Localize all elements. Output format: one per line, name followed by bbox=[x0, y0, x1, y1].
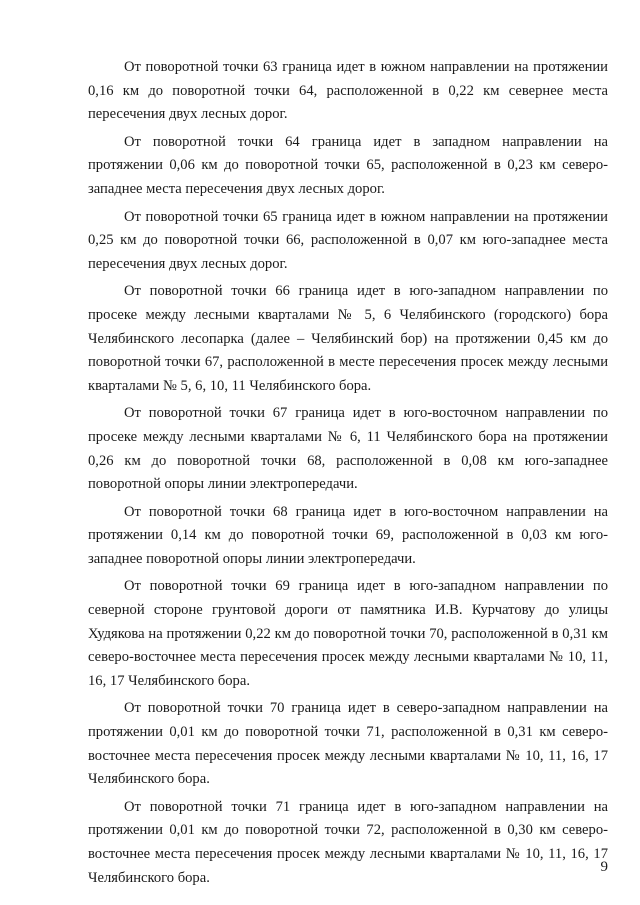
paragraph-point-71: От поворотной точки 71 граница идет в юго-западном направлении на протяжении 0,01 км до поворотной точки 72, расположенной в 0,30 км северо-восточнее места пересечения просек между лесными кварталами № 10, 11, 16, 17 Челябинского бора. bbox=[88, 798, 608, 886]
page-number: 9 bbox=[600, 859, 608, 875]
paragraph-point-63: От поворотной точки 63 граница идет в южном направлении на протяжении 0,16 км до поворотной точки 64, расположенной в 0,22 км севернее места пересечения двух лесных дорог. bbox=[88, 59, 608, 123]
document-body bbox=[88, 56, 608, 894]
paragraph-point-68: От поворотной точки 68 граница идет в юго-восточном направлении на протяжении 0,14 км до поворотной точки 69, расположенной в 0,03 км юго-западнее поворотной опоры линии электропередачи. bbox=[88, 503, 608, 567]
paragraph-point-65: От поворотной точки 65 граница идет в южном направлении на протяжении 0,25 км до поворотной точки 66, расположенной в 0,07 км юго-западнее места пересечения двух лесных дорог. bbox=[88, 208, 608, 272]
paragraph-point-70: От поворотной точки 70 граница идет в северо-западном направлении на протяжении 0,01 км до поворотной точки 71, расположенной в 0,31 км северо-восточнее места пересечения просек между лесными кварталами № 10, 11, 16, 17 Челябинского бора. bbox=[88, 700, 608, 788]
paragraph-point-66: От поворотной точки 66 граница идет в юго-западном направлении по просеке между лесными кварталами № 5, 6 Челябинского (городского) бора Челябинского лесопарка (далее – Челябинский бор) на протяжении 0,45 км до поворотной точки 67, расположенной в месте пересечения просек между лесными кварталами № 5, 6, 10, 11 Челябинского бора. bbox=[88, 283, 608, 394]
paragraph-point-64: От поворотной точки 64 граница идет в западном направлении на протяжении 0,06 км до поворотной точки 65, расположенной в 0,23 км северо-западнее места пересечения двух лесных дорог. bbox=[88, 133, 608, 197]
paragraph-point-67: От поворотной точки 67 граница идет в юго-восточном направлении по просеке между лесными кварталами № 6, 11 Челябинского бора на протяжении 0,26 км до поворотной точки 68, расположенной в 0,08 км юго-западнее поворотной опоры линии электропередачи. bbox=[88, 405, 608, 493]
paragraph-point-69: От поворотной точки 69 граница идет в юго-западном направлении по северной стороне грунтовой дороги от памятника И.В. Курчатову до улицы Худякова на протяжении 0,22 км до поворотной точки 70, расположенной в 0,31 км северо-восточнее места пересечения просек между лесными кварталами № 10, 11, 16, 17 Челябинского бора. bbox=[88, 578, 608, 689]
